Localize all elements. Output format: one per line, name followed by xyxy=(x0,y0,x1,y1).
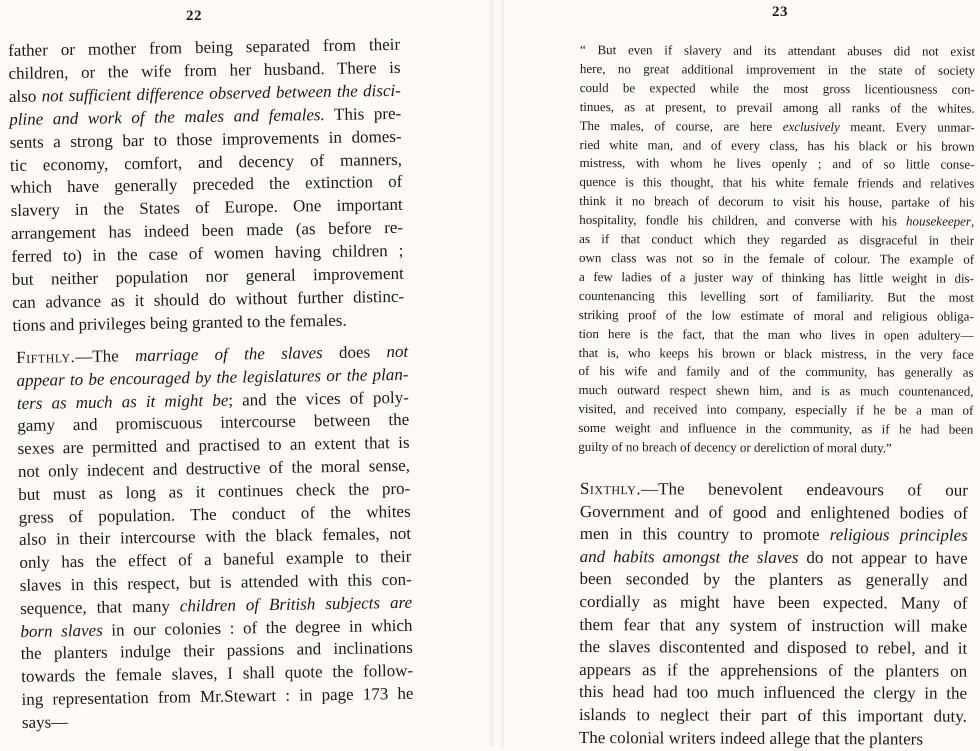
text-line: this head had too much influenced the clergy in the xyxy=(579,682,968,704)
text-line: can advance as it should do without further distinc- xyxy=(11,286,405,312)
text-line: sexes are permitted and practised to an extent that is xyxy=(17,433,410,459)
text-line: a few ladies of a juster way of thinking has little weight in dis- xyxy=(578,268,975,286)
fifthly-paragraph xyxy=(16,341,414,735)
text-line: The males, of course, are here exclusively meant. Every unmar- xyxy=(579,117,975,135)
text-line: Government and of good and enlightened bodies of xyxy=(579,501,968,523)
text-line: slavery in the States of Europe. One important xyxy=(10,195,403,221)
text-line: mistress, with whom he lives openly ; and of so little conse- xyxy=(579,155,975,173)
text-line: Fifthly.—The marriage of the slaves does not xyxy=(16,341,409,367)
text-line: “ But even if slavery and its attendant abuses did not exist xyxy=(579,41,975,59)
text-line: cordially as might have been expected. Many of xyxy=(579,591,968,613)
text-line: born slaves in our colonies : of the degree in which xyxy=(20,615,413,641)
text-line: says— xyxy=(21,711,69,732)
text-line: gress of population. The conduct of the whites xyxy=(18,501,411,527)
text-line: tic economy, comfort, and decency of manners, xyxy=(9,149,403,175)
text-line: ing representation from Mr.Stewart : in page 173 he xyxy=(21,683,414,709)
text-line: sents a strong bar to those improvements in domes- xyxy=(9,126,402,152)
sixthly-paragraph xyxy=(579,478,968,751)
text-line: hospitality, fondle his children, and converse with his housekeeper, xyxy=(579,212,975,229)
text-line: them fear that any system of instruction will make xyxy=(579,614,968,636)
text-line: quence is this thought, that his white female friends and relatives xyxy=(579,174,975,192)
text-line: arrangement has indeed been made (as before re- xyxy=(10,218,404,244)
text-line: striking proof of the low estimate of moral and religious obliga- xyxy=(578,306,974,324)
text-line: been seconded by the planters as generally and xyxy=(579,569,968,591)
text-line: could be expected while the most gross licentiousness con- xyxy=(579,79,975,97)
page-number-left: 22 xyxy=(186,8,202,24)
text-line: tinues, as at present, to prevail among all ranks of the whites. xyxy=(579,98,975,116)
stewart-quotation xyxy=(578,41,975,459)
text-line: slaves in this respect, but is attended with this con- xyxy=(19,569,412,595)
text-line: here, no great additional improvement in the state of society xyxy=(579,60,975,78)
text-line: not only indecent and destructive of the moral sense, xyxy=(17,455,411,481)
text-line: the slaves discontented and disposed to rebel, and it xyxy=(579,637,968,658)
text-line: also in their intercourse with the black females, not xyxy=(18,524,412,550)
left-continued-paragraph xyxy=(8,34,405,338)
left-page xyxy=(0,0,490,747)
text-line: Sixthly.—The benevolent endeavours of our xyxy=(579,479,968,500)
text-line: which have generally preceded the extinction of xyxy=(10,172,403,198)
page-number-right: 23 xyxy=(772,4,788,20)
text-line: but neither population nor general improvement xyxy=(11,263,404,290)
text-line: children, or the wife from her husband. There is xyxy=(8,57,401,83)
text-line: as if that conduct which they regarded as disgraceful in their xyxy=(579,231,975,248)
text-line: appear to be encouraged by the legislatures or the plan- xyxy=(16,364,409,390)
text-line: sequence, that many children of British subjects are xyxy=(19,592,413,618)
text-line: appears as if the apprehensions of the planters on xyxy=(579,659,968,681)
text-line: The colonial writers indeed allege that the planters xyxy=(578,727,924,749)
text-line: islands to neglect their part of this important duty. xyxy=(578,704,968,726)
text-line: guilty of no breach of decency or dereliction of moral duty.” xyxy=(578,439,892,456)
text-line: the planters indulge their passions and inclinations xyxy=(20,638,413,664)
text-line: of his wife and family and of the community, has generally as xyxy=(578,363,974,381)
text-line: tion here is the fact, that the man who lives in open adultery— xyxy=(578,325,974,343)
text-line: ferred to) in the case of women having children ; xyxy=(11,240,404,267)
text-line: think it no breach of decorum to visit his house, partake of his xyxy=(579,193,975,210)
text-line: tions and privileges being granted to the females. xyxy=(12,310,347,335)
text-line: that is, who keeps his brown or black mistress, in the very face xyxy=(578,344,974,362)
text-line: father or mother from being separated from their xyxy=(8,34,401,60)
text-line: men in this country to promote religious principles xyxy=(579,524,968,545)
text-line: also not sufficient difference observed between the disci- xyxy=(8,80,401,106)
text-line: and habits amongst the slaves do not appear to have xyxy=(579,546,968,568)
text-line: ters as much as it might be; and the vices of poly- xyxy=(16,387,409,413)
text-line: visited, and received into company, especially if he be a man of xyxy=(578,401,974,418)
text-line: some weight and influence in the community, as if he had been xyxy=(578,420,974,437)
text-line: gamy and promiscuous intercourse between the xyxy=(17,410,410,436)
text-line: own class was not so in the female of colour. The example of xyxy=(579,249,975,267)
text-line: towards the female slaves, I shall quote the follow- xyxy=(21,660,414,687)
text-line: but must as long as it continues check the pro- xyxy=(18,478,411,504)
text-line: only has the effect of a baneful example to their xyxy=(19,546,412,573)
right-page xyxy=(500,0,980,747)
text-line: ried white man, and of every class, has his black or his brown xyxy=(579,136,975,154)
text-line: countenancing this levelling sort of familiarity. But the most xyxy=(578,287,974,305)
text-line: pline and work of the males and females. This pre- xyxy=(9,103,402,129)
text-line: much outward respect shewn him, and is as much countenanced, xyxy=(578,382,974,400)
